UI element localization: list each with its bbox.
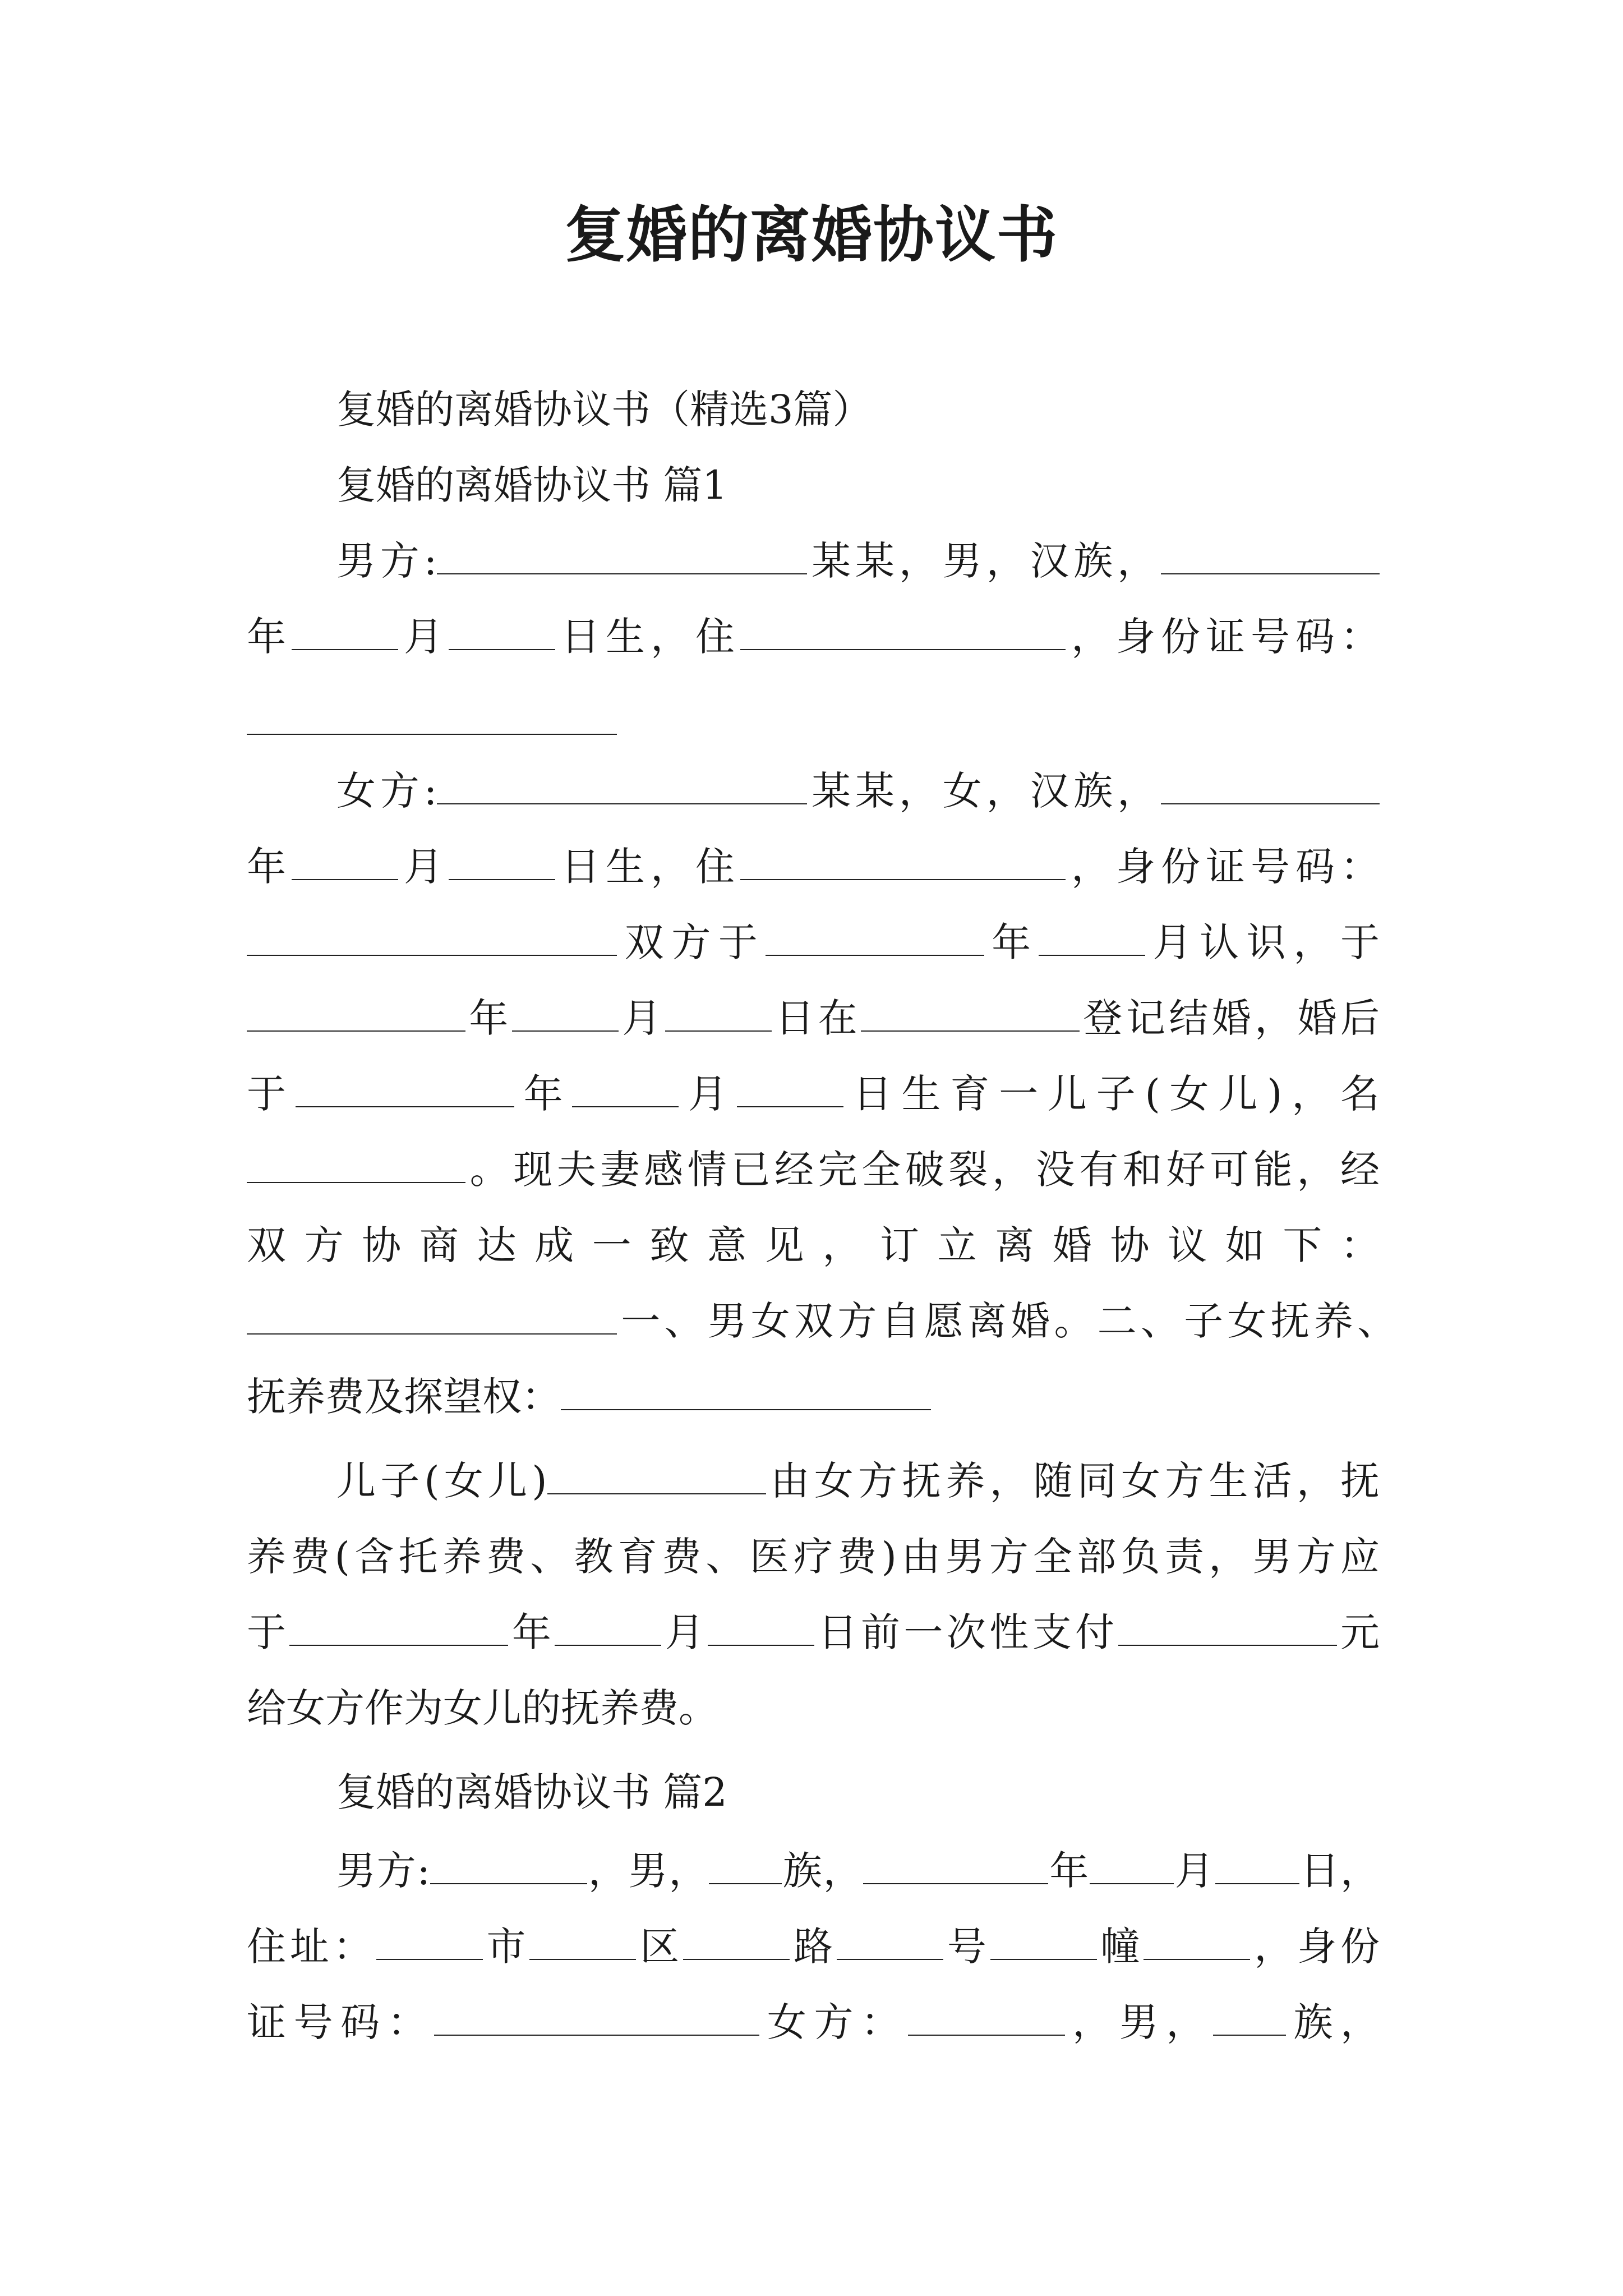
part1-heading: 复婚的离婚协议书 篇1 [336, 462, 727, 508]
at-label: 于 [247, 1071, 296, 1117]
year-label: 年 [514, 1071, 573, 1117]
year-label: 年 [1048, 1848, 1090, 1894]
currency-label: 元 [1336, 1609, 1380, 1655]
district-label: 区 [636, 1924, 684, 1970]
blank [555, 1610, 661, 1646]
custody-line [336, 1453, 1380, 1509]
blank [512, 996, 619, 1032]
custody-start: 儿子(女儿) [336, 1458, 547, 1504]
woman-info: 某某，女，汉族， [807, 768, 1161, 814]
part2-address-line [247, 1918, 1380, 1975]
blank [737, 1071, 843, 1107]
document-title: 复婚的离婚协议书 [564, 200, 1058, 270]
meet-line [247, 914, 1380, 970]
month-label: 月 [661, 1609, 708, 1655]
id-prefix: ，身份 [1250, 1924, 1380, 1970]
blank [709, 1848, 782, 1884]
year-label: 年 [984, 919, 1039, 965]
gender-text: ，男， [587, 1848, 709, 1894]
married-line [247, 990, 1380, 1046]
custody-end: 由女方抚养，随同女方生活，抚 [766, 1458, 1380, 1504]
blank [529, 1924, 636, 1960]
woman-label: 女方: [336, 768, 437, 814]
child-text: 日生育一儿子(女儿)，名 [843, 1071, 1380, 1117]
part2-id-line [247, 1994, 1380, 2050]
blank [292, 844, 398, 880]
road-label: 路 [790, 1924, 837, 1970]
payment-text: 日前一次性支付 [814, 1609, 1118, 1655]
blank [665, 996, 772, 1032]
relation-text: 。现夫妻感情已经完全破裂，没有和好可能，经 [465, 1147, 1380, 1193]
relation-line [247, 1142, 1380, 1198]
address-blank [740, 844, 1066, 880]
at-label: 于 [247, 1609, 290, 1655]
consensus-line: 双方协商达成一致意见，订立离婚协议如下： [247, 1222, 1380, 1268]
child-name-blank [247, 1147, 465, 1183]
child-name-blank [547, 1458, 766, 1494]
day-address-label: 日生，住 [555, 614, 740, 660]
payment-line [247, 1604, 1380, 1660]
item1-text: 一、男女双方自愿离婚。二、子女抚养、 [617, 1298, 1396, 1344]
subtitle: 复婚的离婚协议书（精选3篇） [336, 386, 872, 432]
id-label: ，身份证号码： [1066, 844, 1380, 890]
blank [449, 614, 555, 650]
address-label: 住址： [247, 1924, 376, 1970]
year-label: 年 [508, 1609, 555, 1655]
city-label: 市 [482, 1924, 530, 1970]
id-number-blank [247, 734, 617, 735]
year-blank [1161, 769, 1380, 804]
ethnicity-text: 族， [1285, 1999, 1380, 2045]
blank [908, 2000, 1065, 2036]
item1-line [247, 1293, 1396, 1349]
blank [247, 996, 465, 1032]
blank [292, 614, 398, 650]
amount-blank [1118, 1610, 1337, 1646]
year-label: 年 [465, 995, 512, 1041]
support-line: 养费(含托养费、教育费、医疗费)由男方全部负责，男方应 [247, 1534, 1380, 1580]
man-line [336, 533, 1380, 589]
item2-text: 抚养费及探望权： [247, 1374, 561, 1420]
name-blank [437, 539, 807, 574]
month-label: 月 [679, 1071, 737, 1117]
part2-heading: 复婚的离婚协议书 篇2 [336, 1769, 727, 1815]
blank [289, 1610, 508, 1646]
month-label: 月 [398, 844, 449, 890]
child-line [247, 1066, 1380, 1122]
blank [683, 1924, 790, 1960]
blank [708, 1610, 814, 1646]
building-label: 幢 [1096, 1924, 1144, 1970]
meet-month-text: 月认识，于 [1145, 919, 1380, 965]
man-label: 男方: [336, 1848, 431, 1894]
month-label: 月 [1173, 1848, 1215, 1894]
married-text: 登记结婚，婚后 [1080, 995, 1380, 1041]
ethnicity-text: 族， [782, 1848, 864, 1894]
blank [861, 996, 1080, 1032]
address-blank [740, 614, 1066, 650]
blank [449, 844, 555, 880]
woman-label: 女方： [759, 1999, 908, 2045]
id-label: 证号码： [247, 1999, 435, 2045]
id-label: ，身份证号码： [1066, 614, 1380, 660]
year-blank [1161, 539, 1380, 574]
woman-birth-line [247, 839, 1380, 895]
year-label: 年 [247, 844, 292, 890]
blank [863, 1848, 1048, 1884]
woman-line [336, 763, 1380, 819]
day-address-label: 日生，住 [555, 844, 740, 890]
item2-line [247, 1369, 1380, 1425]
meet-text: 双方于 [617, 919, 766, 965]
blank [561, 1374, 931, 1410]
name-blank [437, 769, 807, 804]
blank [1039, 920, 1145, 956]
blank [837, 1924, 943, 1960]
blank [572, 1071, 679, 1107]
number-label: 号 [943, 1924, 990, 1970]
blank [990, 1924, 1097, 1960]
blank [1215, 1848, 1299, 1884]
blank [376, 1924, 483, 1960]
man-info: 某某，男，汉族， [807, 538, 1161, 584]
month-label: 月 [398, 614, 449, 660]
month-label: 月 [618, 995, 665, 1041]
man-label: 男方: [336, 538, 437, 584]
blank [296, 1071, 514, 1107]
id-number-blank [247, 920, 617, 956]
day-label: 日在 [771, 995, 861, 1041]
man-birth-line [247, 609, 1380, 665]
blank [430, 1848, 587, 1884]
blank [1144, 1924, 1250, 1960]
blank [1213, 2000, 1286, 2036]
blank [247, 1299, 617, 1335]
blank [1090, 1848, 1174, 1884]
id-number-blank [434, 2000, 759, 2036]
part2-man-line [336, 1843, 1380, 1899]
blank [766, 920, 984, 956]
year-label: 年 [247, 614, 292, 660]
payment-end-line: 给女方作为女儿的抚养费。 [247, 1685, 718, 1731]
gender-text: ，男， [1064, 1999, 1213, 2045]
day-label: 日， [1299, 1848, 1380, 1894]
